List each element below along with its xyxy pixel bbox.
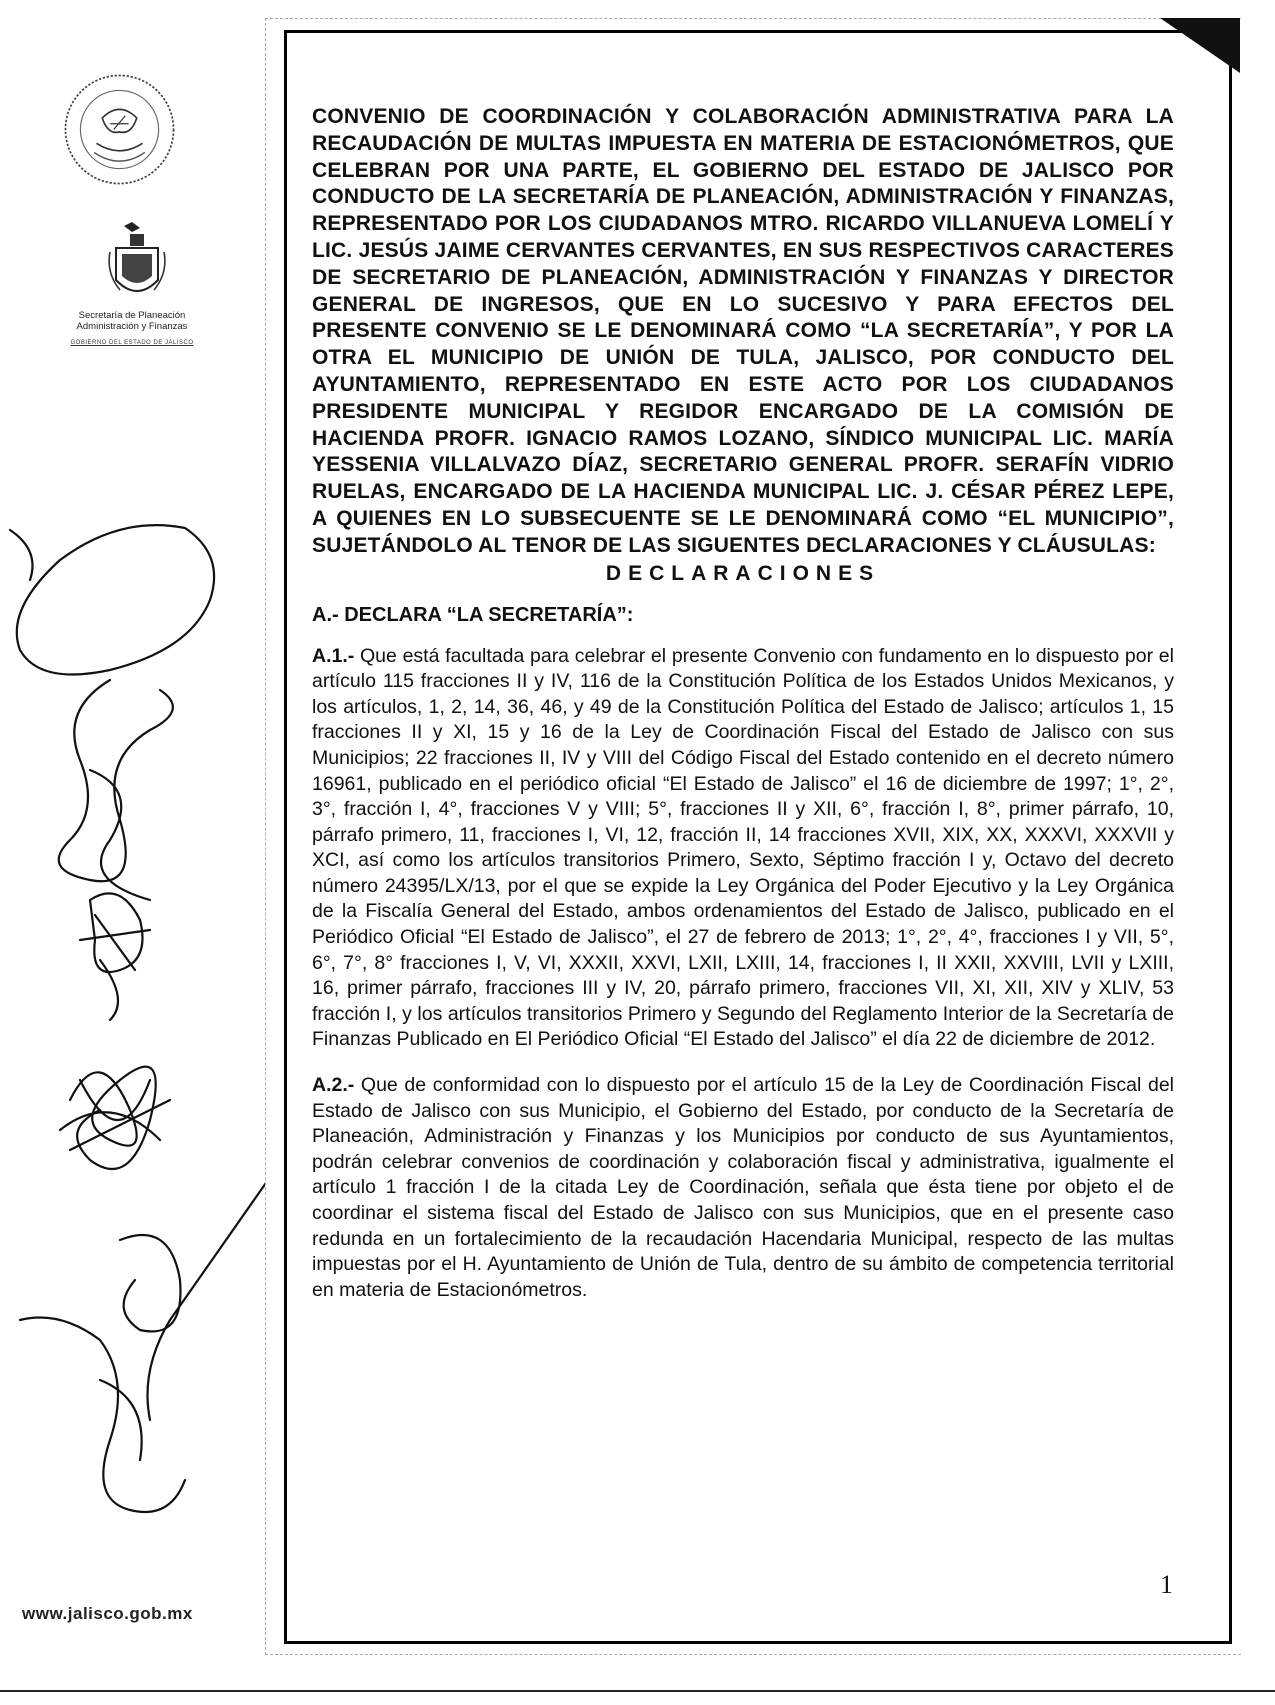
clause-text: Que está facultada para celebrar el presente Convenio con fundamento en lo dispuesto por el artículo 115 fracciones II y IV, 116 de la Constitución Política de los Estados Unidos Mexicanos, y los artículos, 1, 2, 14, 36, 46, y 49 de la Constitución Política del Estado de Jalisco; artículos 1, 15 fracciones II y XI, 15 y 16 de la Ley de Coordinación Fiscal del Estado de Jalisco con sus Municipios; 22 fracciones II, IV y VIII del Código Fiscal del Estado contenido en el decreto número 16961, publicado en el periódico oficial “El Estado de Jalisco” el 16 de diciembre de 1997; 1°, 2°, 3°, fracción I, 4°, fracciones V y VIII; 5°, fracciones II y XII, 6°, fracción I, 8°, primer párrafo, 10, párrafo primero, 11, fracciones I, VI, 12, fracción II, 14 fracciones XVII, XIX, XX, XXXVI, XXXVII y XCI, así como los artículos transitorios Primero, Sexto, Séptimo fracción I y, Octavo del decreto número 24395/LX/13, por el que se expide la Ley Orgánica del Poder Ejecutivo y la Ley Orgánica de la Fiscalía General del Estado, ambos ordenamientos del Estado de Jalisco, publicado en el Periódico Oficial “El Estado de Jalisco”, el 27 de febrero de 2013; 1°, 2°, 4°, fracciones I y VII, 5°, 6°, 7°, 8° fracciones I, V, VI, XXXII, XXVI, LXII, LXIII, 14, fracciones I, II XXII, XXVIII, LVII y LXIII, 16, primer párrafo, fracciones III y IV, 20, párrafo primero, fracciones VII, XI, XII, XIV y XLIV, 53 fracción I, y los artículos transitorios Primero y Segundo del Reglamento Interior de la Secretaría de Finanzas Publicado en El Periódico Oficial “El Estado del Jalisco” el día 22 de diciembre de 2012. [312, 644, 1174, 1051]
declaration-heading-secretaria: A.- DECLARA “LA SECRETARÍA”: [312, 603, 634, 626]
declaration-a1 [312, 644, 1174, 1054]
clause-text: Que de conformidad con lo dispuesto por el artículo 15 de la Ley de Coordinación Fiscal del Estado de Jalisco con sus Municipio, el Gobierno del Estado, por conducto de la Secretaría de Planeación, Administración y Finanzas y los Municipios por conducto de sus Ayuntamientos, podrán celebrar convenios de coordinación y colaboración fiscal y administrativa, igualmente el artículo 1 fracción I de la citada Ley de Coordinación, señala que ésta tiene por objeto el de coordinar el sistema fiscal del Estado de Jalisco con sus Municipios, que en el presente caso redunda en un fortalecimiento de la recaudación Hacendaria Municipal, respecto de las multas impuestas por el H. Ayuntamiento de Unión de Tula, dentro de su ámbito de competencia territorial en materia de Estacionómetros. [312, 1074, 1174, 1301]
national-seal-icon [62, 72, 177, 187]
agreement-title: CONVENIO DE COORDINACIÓN Y COLABORACIÓN ADMINISTRATIVA PARA LA RECAUDACIÓN DE MULTAS IMPUESTA EN MATERIA DE ESTACIONÓMETROS, QUE CELEBRAN POR UNA PARTE, EL GOBIERNO DEL ESTADO DE JALISCO POR CONDUCTO DE LA SECRETARÍA DE PLANEACIÓN, ADMINISTRACIÓN Y FINANZAS, REPRESENTADO POR LOS CIUDADANOS MTRO. RICARDO VILLANUEVA LOMELÍ Y LIC. JESÚS JAIME CERVANTES CERVANTES, EN SUS RESPECTIVOS CARACTERES DE SECRETARIO DE PLANEACIÓN, ADMINISTRACIÓN Y FINANZAS Y DIRECTOR GENERAL DE INGRESOS, QUE EN LO SUCESIVO Y PARA EFECTOS DEL PRESENTE CONVENIO SE LE DENOMINARÁ COMO “LA SECRETARÍA”, Y POR LA OTRA EL MUNICIPIO DE UNIÓN DE TULA, JALISCO, POR CONDUCTO DEL AYUNTAMIENTO, REPRESENTADO EN ESTE ACTO POR LOS CIUDADANOS PRESIDENTE MUNICIPAL Y REGIDOR ENCARGADO DE LA COMISIÓN DE HACIENDA PROFR. IGNACIO RAMOS LOZANO, SÍNDICO MUNICIPAL LIC. MARÍA YESSENIA VILLALVAZO DÍAZ, SECRETARIO GENERAL PROFR. SERAFÍN VIDRIO RUELAS, ENCARGADO DE LA HACIENDA MUNICIPAL LIC. J. CÉSAR PÉREZ LEPE, A QUIENES EN LO SUBSECUENTE SE LE DENOMINARÁ COMO “EL MUNICIPIO”, SUJETÁNDOLO AL TENOR DE LAS SIGUENTES DECLARACIONES Y CLÁUSULAS: [312, 105, 1174, 557]
handwritten-signatures [0, 520, 265, 1620]
page-corner-mark [1160, 18, 1240, 98]
clause-label: A.2.- [312, 1074, 355, 1097]
clause-label: A.1.- [312, 644, 355, 667]
jalisco-coat-of-arms-icon [102, 218, 172, 308]
document-body [312, 104, 1174, 1323]
declaration-a2 [312, 1073, 1174, 1303]
state-government-label: GOBIERNO DEL ESTADO DE JALISCO [70, 340, 194, 346]
section-heading-declaraciones: DECLARACIONES [605, 561, 881, 585]
bottom-rule [0, 1690, 1275, 1692]
page-number: 1 [1160, 1570, 1173, 1599]
website-url[interactable]: www.jalisco.gob.mx [22, 1604, 193, 1623]
agency-line-1: Secretaría de Planeación [78, 310, 186, 321]
agency-name [52, 310, 212, 349]
left-margin [0, 0, 265, 1705]
agency-line-2: Administración y Finanzas [76, 321, 188, 332]
